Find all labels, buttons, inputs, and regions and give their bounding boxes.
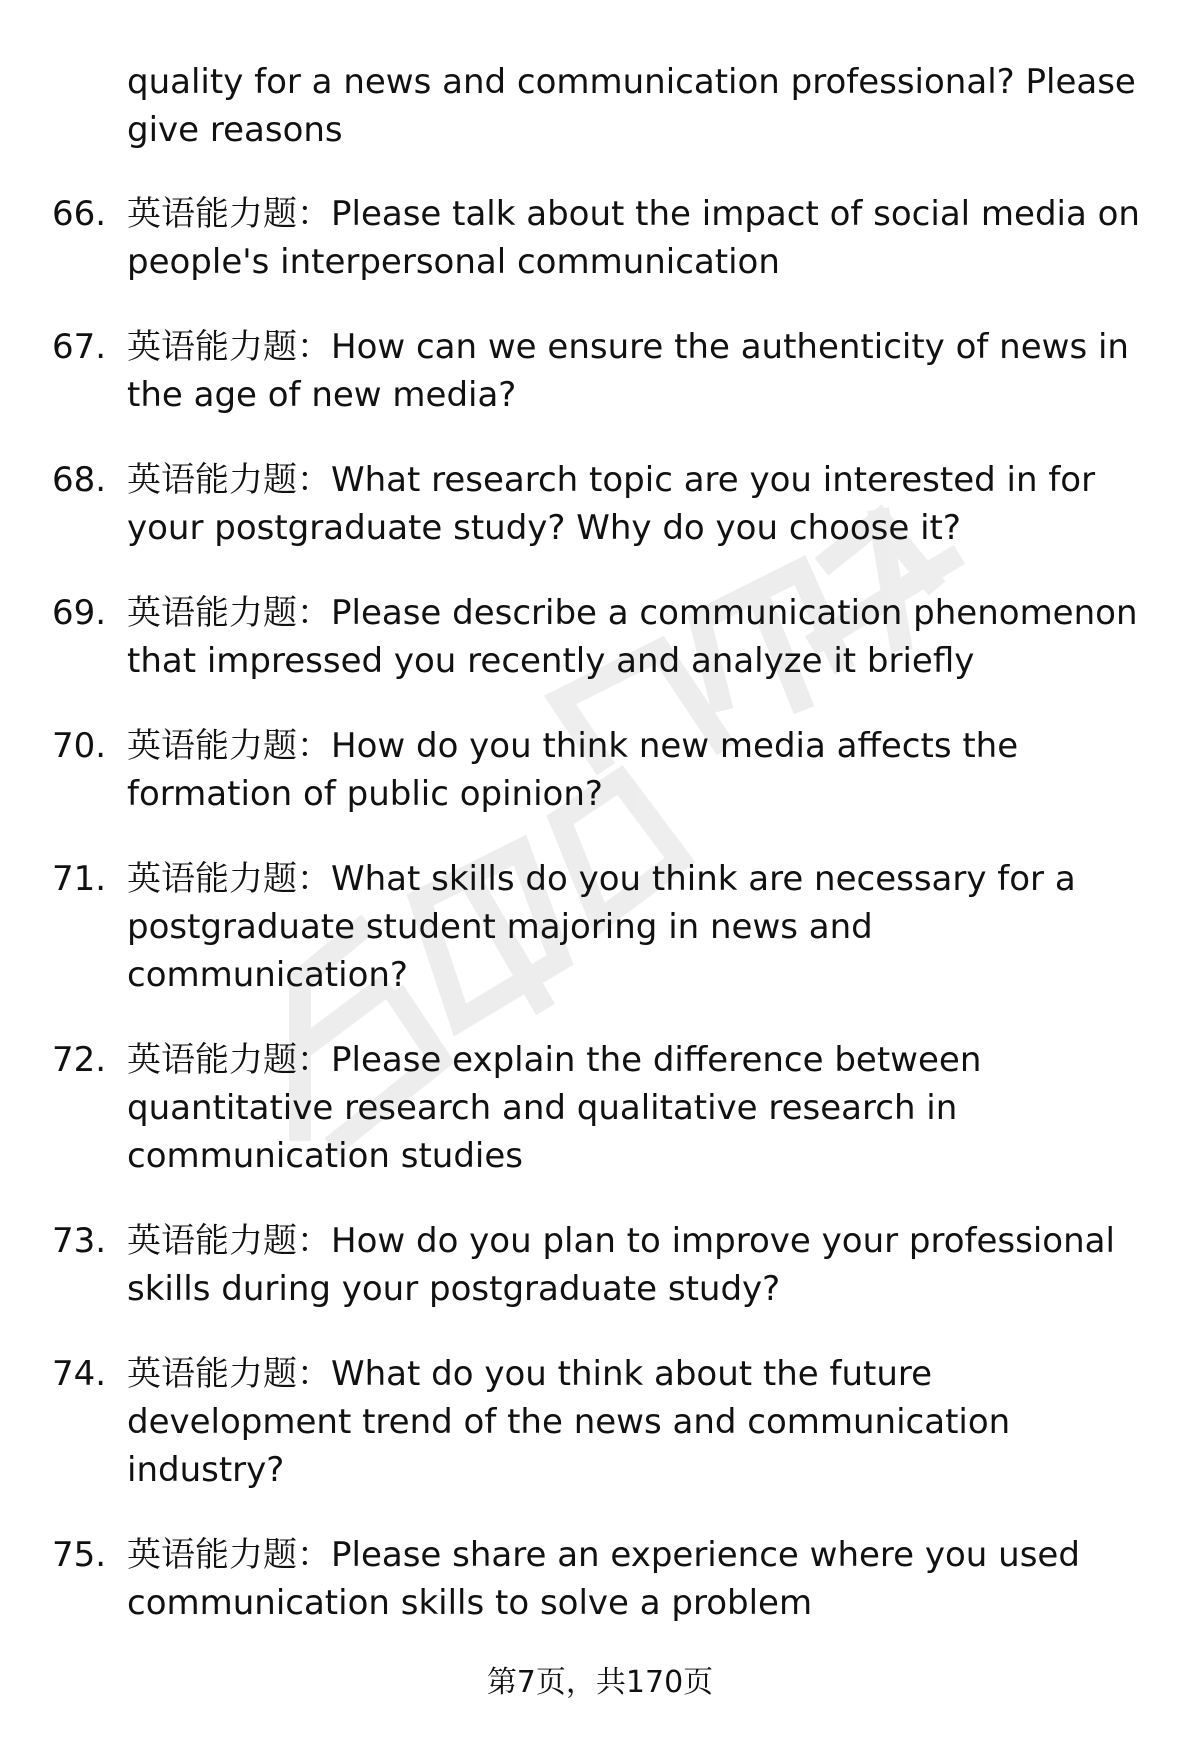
question-number: 68. (52, 460, 107, 500)
question-number: 75. (52, 1535, 107, 1575)
question-text: What do you think about the future development trend of the news and communication industry? (127, 1354, 1011, 1490)
question-66 (0, 190, 1147, 286)
question-number: 69. (52, 593, 107, 633)
question-74 (0, 1350, 1147, 1494)
question-text: Please share an experience where you used communication skills to solve a problem (127, 1535, 1080, 1623)
question-number: 72. (52, 1040, 107, 1080)
question-category: 英语能力题： (127, 593, 331, 633)
page-footer: 第7页，共170页 (486, 1665, 714, 1700)
question-text: How do you plan to improve your professional skills during your postgraduate study? (127, 1221, 1115, 1309)
continued-question-text: quality for a news and communication professional? Please give reasons (127, 62, 1136, 150)
question-75 (0, 1531, 1147, 1627)
question-text: What skills do you think are necessary for a postgraduate student majoring in news and communication? (127, 859, 1076, 995)
question-category: 英语能力题： (127, 726, 331, 766)
question-text: Please talk about the impact of social media on people's interpersonal communication (127, 194, 1140, 282)
question-71 (0, 855, 1147, 999)
question-68 (0, 456, 1147, 552)
question-72 (0, 1036, 1147, 1180)
question-text: Please describe a communication phenomenon that impressed you recently and analyze it briefly (127, 593, 1138, 681)
question-text: Please explain the difference between quantitative research and qualitative research in communication studies (127, 1040, 982, 1176)
question-text: What research topic are you interested in for your postgraduate study? Why do you choose it? (127, 460, 1096, 548)
question-number: 71. (52, 859, 107, 899)
question-list (0, 58, 1200, 1664)
question-number: 73. (52, 1221, 107, 1261)
question-category: 英语能力题： (127, 1535, 331, 1575)
question-text: How can we ensure the authenticity of news in the age of new media? (127, 327, 1129, 415)
question-number: 70. (52, 726, 107, 766)
question-category: 英语能力题： (127, 460, 331, 500)
question-text: How do you think new media affects the formation of public opinion? (127, 726, 1019, 814)
question-category: 英语能力题： (127, 327, 331, 367)
question-category: 英语能力题： (127, 859, 331, 899)
question-number: 74. (52, 1354, 107, 1394)
question-category: 英语能力题： (127, 1354, 331, 1394)
question-70 (0, 722, 1147, 818)
question-number: 67. (52, 327, 107, 367)
question-73 (0, 1217, 1147, 1313)
question-69 (0, 589, 1147, 685)
question-category: 英语能力题： (127, 1221, 331, 1261)
question-number: 66. (52, 194, 107, 234)
question-category: 英语能力题： (127, 1040, 331, 1080)
question-67 (0, 323, 1147, 419)
question-category: 英语能力题： (127, 194, 331, 234)
